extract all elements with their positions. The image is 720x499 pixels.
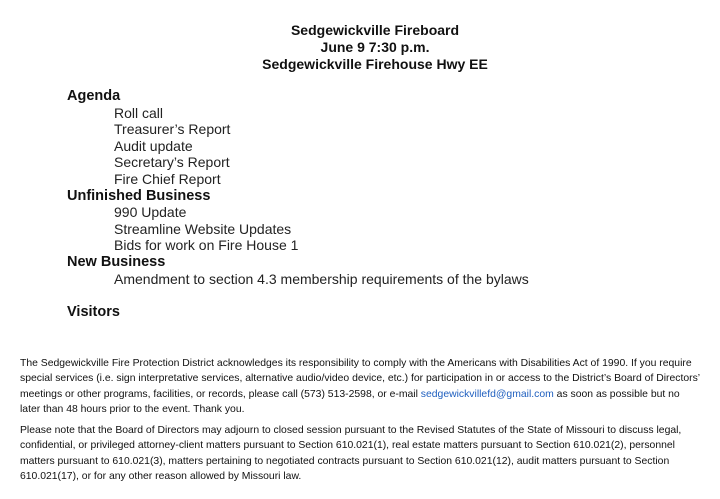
ada-notice [20, 356, 700, 418]
unfinished-business-item: Bids for work on Fire House 1 [114, 237, 299, 254]
document-header [0, 22, 720, 73]
agenda-item: Secretary’s Report [114, 154, 230, 171]
meeting-date-time: June 9 7:30 p.m. [320, 39, 430, 55]
unfinished-business-item: 990 Update [114, 204, 187, 221]
agenda-item: Treasurer’s Report [114, 121, 231, 138]
unfinished-business-heading: Unfinished Business [67, 187, 211, 204]
meeting-location: Sedgewickville Firehouse Hwy EE [262, 56, 488, 72]
unfinished-business-item: Streamline Website Updates [114, 220, 292, 237]
visitors-heading: Visitors [67, 304, 120, 320]
new-business-heading: New Business [67, 253, 166, 270]
board-title: Sedgewickville Fireboard [290, 22, 460, 38]
agenda-body [67, 88, 707, 287]
agenda-heading: Agenda [67, 88, 121, 104]
new-business-item: Amendment to section 4.3 membership requirements of the bylaws [114, 270, 529, 287]
ada-notice-text-part2: as soon as possible but no later than 48 hours prior to the event. Thank you. [20, 388, 680, 416]
agenda-item: Audit update [114, 137, 193, 154]
agenda-item: Roll call [114, 104, 164, 121]
ada-notice-text-part1: The Sedgewickville Fire Protection District acknowledges its responsibility to comply with the Americans with Disabilities Act of 1990. If you require special services (i.e. sign interpretative services, alternative audio/video device, etc.) for participation in or access to the District’s Board of Directors’ meetings or other programs, facilities, or records, please call (573) 513-2598, or e-mail [20, 358, 700, 400]
contact-email-link[interactable]: sedgewickvillefd@gmail.com [420, 388, 554, 400]
agenda-item: Fire Chief Report [114, 170, 221, 187]
closed-session-notice: Please note that the Board of Directors may adjourn to closed session pursuant to the Revised Statutes of the State of Missouri to discuss legal, confidential, or privileged attorney-client matters pursuant to Section 610.021(1), real estate matters pursuant to Section 610.021(2), personnel matters pursuant to 610.021(3), matters pertaining to negotiated contracts pursuant to Section 610.021(12), audit matters pursuant to Section 610.021(17), or for any other reason allowed by Missouri law. [20, 425, 682, 483]
